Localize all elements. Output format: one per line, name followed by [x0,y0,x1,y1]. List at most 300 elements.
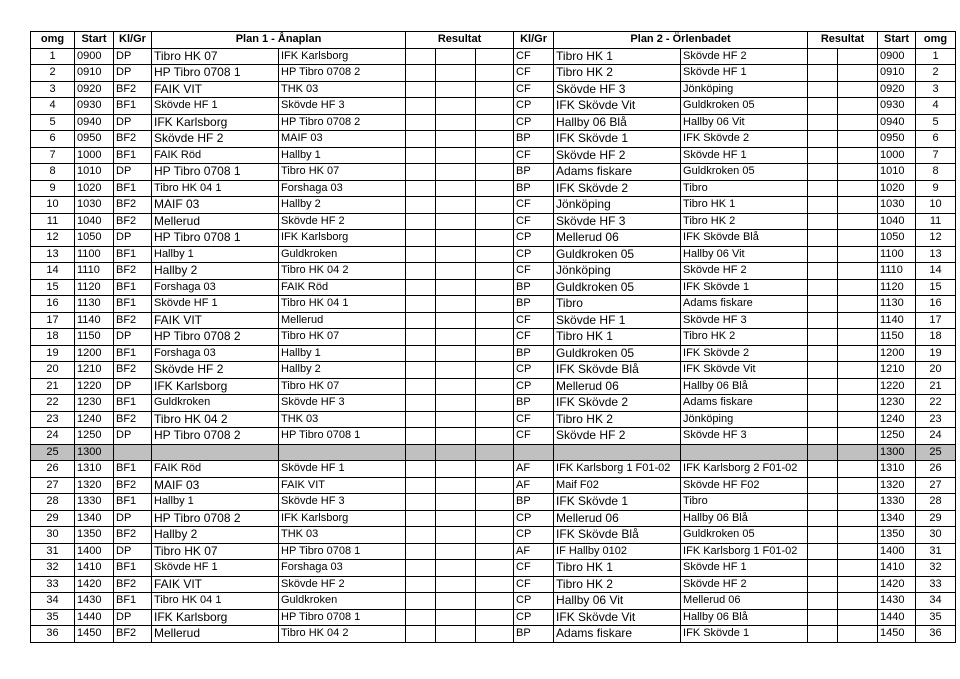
cell-away-2: Tibro HK 1 [681,197,808,214]
cell-home-2: Jönköping [554,197,681,214]
cell-start-2: 1250 [878,428,916,445]
cell-home-1: FAIK VIT [152,576,279,593]
cell-omg-2: 4 [916,98,956,115]
table-row [31,197,956,214]
cell-result-1a [406,378,436,395]
cell-start-2: 1310 [878,461,916,478]
cell-start: 0920 [75,81,114,98]
cell-home-2: Guldkroken 05 [554,345,681,362]
cell-class-2: CP [514,230,554,247]
cell-result-2b [838,48,878,65]
cell-class-1: DP [114,609,152,626]
cell-start-2: 1350 [878,527,916,544]
cell-start: 1450 [75,626,114,643]
cell-home-2: Adams fiskare [554,626,681,643]
table-row [31,345,956,362]
cell-result-1c [476,197,514,214]
cell-class-1: BF1 [114,180,152,197]
cell-omg-2: 6 [916,131,956,148]
cell-result-1b [436,48,476,65]
cell-away-1: HP Tibro 0708 1 [279,543,406,560]
cell-result-1c [476,279,514,296]
cell-result-1b [436,560,476,577]
cell-class-2: CF [514,576,554,593]
cell-home-2: Tibro HK 2 [554,65,681,82]
cell-omg: 5 [31,114,75,131]
cell-omg: 13 [31,246,75,263]
cell-result-2a [808,560,838,577]
cell-result-2a [808,378,838,395]
cell-result-1c [476,65,514,82]
cell-start: 1350 [75,527,114,544]
cell-home-2: Tibro HK 1 [554,329,681,346]
cell-result-1a [406,543,436,560]
cell-home-2: IFK Skövde 1 [554,494,681,511]
cell-class-1: BF1 [114,147,152,164]
cell-away-2: IFK Skövde 2 [681,131,808,148]
cell-start: 1020 [75,180,114,197]
header-plan-1: Plan 1 - Ånaplan [152,32,406,49]
cell-start-2: 1030 [878,197,916,214]
cell-start: 1340 [75,510,114,527]
cell-class-1: BF2 [114,362,152,379]
table-row [31,164,956,181]
cell-away-2: Skövde HF 2 [681,576,808,593]
cell-home-1: Skövde HF 1 [152,98,279,115]
cell-class-1: BF1 [114,395,152,412]
cell-class-2: CP [514,98,554,115]
cell-start: 1330 [75,494,114,511]
cell-result-1a [406,81,436,98]
cell-result-1c [476,543,514,560]
cell-home-2: Skövde HF 1 [554,312,681,329]
cell-home-2: Mellerud 06 [554,230,681,247]
cell-start: 0910 [75,65,114,82]
cell-away-1: Hallby 2 [279,197,406,214]
cell-away-1: Mellerud [279,312,406,329]
cell-result-1c [476,329,514,346]
cell-start: 1250 [75,428,114,445]
cell-result-1c [476,461,514,478]
cell-result-2b [838,510,878,527]
cell-omg-2: 22 [916,395,956,412]
cell-start: 1050 [75,230,114,247]
cell-start: 1230 [75,395,114,412]
cell-start-2: 1230 [878,395,916,412]
cell-away-2: Hallby 06 Blå [681,378,808,395]
cell-class-2: CF [514,65,554,82]
cell-away-1: Skövde HF 2 [279,213,406,230]
cell-class-2: AF [514,543,554,560]
cell-result-1b [436,65,476,82]
cell-result-1a [406,48,436,65]
cell-away-1: Tibro HK 07 [279,164,406,181]
cell-result-1b [436,444,476,461]
cell-away-1: Hallby 1 [279,147,406,164]
cell-result-2b [838,428,878,445]
cell-home-2: Hallby 06 Vit [554,593,681,610]
cell-home-1: Hallby 2 [152,263,279,280]
cell-away-1: IFK Karlsborg [279,510,406,527]
cell-away-1: Skövde HF 3 [279,98,406,115]
cell-class-1: DP [114,164,152,181]
cell-home-1: FAIK Röd [152,147,279,164]
cell-class-1: BF2 [114,312,152,329]
cell-start: 1310 [75,461,114,478]
cell-start-2: 1140 [878,312,916,329]
cell-away-2: Tibro HK 2 [681,213,808,230]
header-result-1: Resultat [406,32,514,49]
cell-away-1: IFK Karlsborg [279,230,406,247]
cell-class-1: DP [114,48,152,65]
cell-away-1: THK 03 [279,411,406,428]
cell-away-1: Hallby 1 [279,345,406,362]
cell-result-2a [808,494,838,511]
cell-omg-2: 27 [916,477,956,494]
cell-result-1b [436,180,476,197]
cell-class-2: CF [514,428,554,445]
table-row [31,296,956,313]
cell-omg: 16 [31,296,75,313]
cell-away-1 [279,444,406,461]
cell-result-2a [808,626,838,643]
cell-home-1 [152,444,279,461]
cell-result-2b [838,461,878,478]
cell-away-1: HP Tibro 0708 1 [279,609,406,626]
cell-result-1a [406,246,436,263]
cell-result-1a [406,279,436,296]
cell-away-1: FAIK Röd [279,279,406,296]
cell-result-1a [406,114,436,131]
cell-class-2: CF [514,197,554,214]
cell-home-2: Guldkroken 05 [554,279,681,296]
cell-home-1: Tibro HK 07 [152,543,279,560]
cell-class-2: AF [514,461,554,478]
cell-omg: 6 [31,131,75,148]
cell-start: 0950 [75,131,114,148]
cell-result-1c [476,81,514,98]
cell-result-1a [406,329,436,346]
cell-class-1: DP [114,230,152,247]
table-row [31,48,956,65]
cell-result-2b [838,362,878,379]
cell-away-1: HP Tibro 0708 2 [279,65,406,82]
cell-omg-2: 17 [916,312,956,329]
cell-result-1c [476,576,514,593]
cell-start: 0940 [75,114,114,131]
cell-home-2: Mellerud 06 [554,378,681,395]
cell-start-2: 0910 [878,65,916,82]
cell-result-2b [838,411,878,428]
cell-omg-2: 34 [916,593,956,610]
cell-home-2: Adams fiskare [554,164,681,181]
cell-class-2: CP [514,510,554,527]
cell-class-1: DP [114,543,152,560]
cell-omg: 14 [31,263,75,280]
cell-away-1: HP Tibro 0708 1 [279,428,406,445]
cell-start: 1110 [75,263,114,280]
cell-away-1: MAIF 03 [279,131,406,148]
cell-away-1: Skövde HF 3 [279,494,406,511]
cell-result-1a [406,576,436,593]
cell-result-2a [808,131,838,148]
cell-result-1b [436,362,476,379]
cell-result-2a [808,279,838,296]
cell-class-2: CF [514,411,554,428]
cell-result-1a [406,510,436,527]
cell-away-2: Tibro HK 2 [681,329,808,346]
cell-omg: 34 [31,593,75,610]
cell-result-1c [476,527,514,544]
cell-result-1c [476,213,514,230]
cell-omg: 25 [31,444,75,461]
cell-away-2: Skövde HF 3 [681,312,808,329]
cell-omg-2: 10 [916,197,956,214]
cell-class-1: DP [114,510,152,527]
cell-omg: 28 [31,494,75,511]
cell-class-2: CF [514,147,554,164]
cell-class-2: BP [514,345,554,362]
cell-home-2: Tibro HK 2 [554,411,681,428]
header-omg: omg [31,32,75,49]
cell-home-2: IFK Skövde Vit [554,609,681,626]
cell-result-1c [476,428,514,445]
cell-omg-2: 1 [916,48,956,65]
cell-omg: 26 [31,461,75,478]
cell-result-1a [406,626,436,643]
cell-result-2b [838,65,878,82]
cell-result-2a [808,48,838,65]
cell-home-1: MAIF 03 [152,197,279,214]
cell-result-2a [808,180,838,197]
cell-omg-2: 28 [916,494,956,511]
cell-home-1: HP Tibro 0708 1 [152,65,279,82]
cell-start-2: 1220 [878,378,916,395]
cell-result-2a [808,98,838,115]
cell-omg-2: 5 [916,114,956,131]
cell-omg: 36 [31,626,75,643]
cell-home-2: Skövde HF 3 [554,213,681,230]
cell-result-2a [808,213,838,230]
cell-home-1: Forshaga 03 [152,345,279,362]
cell-start-2: 0930 [878,98,916,115]
cell-away-2: Adams fiskare [681,296,808,313]
cell-result-2b [838,560,878,577]
cell-away-1: Forshaga 03 [279,180,406,197]
cell-home-2: IFK Skövde 1 [554,131,681,148]
cell-result-1c [476,593,514,610]
cell-away-1: Skövde HF 1 [279,461,406,478]
cell-home-2: IFK Skövde Blå [554,527,681,544]
cell-away-2: Guldkroken 05 [681,164,808,181]
cell-result-2a [808,395,838,412]
table-row [31,329,956,346]
cell-home-1: FAIK VIT [152,81,279,98]
cell-result-2a [808,65,838,82]
cell-result-2b [838,395,878,412]
cell-omg: 32 [31,560,75,577]
table-row [31,626,956,643]
cell-result-2a [808,593,838,610]
cell-class-1: BF2 [114,626,152,643]
cell-omg: 22 [31,395,75,412]
cell-result-1a [406,180,436,197]
cell-result-1c [476,263,514,280]
cell-home-1: Hallby 2 [152,527,279,544]
cell-start-2: 1010 [878,164,916,181]
cell-omg-2: 2 [916,65,956,82]
cell-omg-2: 21 [916,378,956,395]
cell-result-2a [808,329,838,346]
cell-start-2: 1340 [878,510,916,527]
cell-result-2a [808,81,838,98]
table-row [31,428,956,445]
table-row [31,576,956,593]
cell-omg: 33 [31,576,75,593]
cell-start-2: 1410 [878,560,916,577]
cell-result-1b [436,164,476,181]
cell-result-2a [808,197,838,214]
cell-home-1: Hallby 1 [152,494,279,511]
table-row [31,114,956,131]
cell-omg-2: 33 [916,576,956,593]
cell-omg: 30 [31,527,75,544]
cell-start: 1440 [75,609,114,626]
cell-omg: 4 [31,98,75,115]
cell-start: 1240 [75,411,114,428]
cell-omg: 31 [31,543,75,560]
cell-result-1a [406,147,436,164]
cell-home-1: Tibro HK 07 [152,48,279,65]
cell-result-1b [436,395,476,412]
header-result-2: Resultat [808,32,878,49]
cell-start: 1140 [75,312,114,329]
cell-class-2: CF [514,81,554,98]
cell-result-1c [476,98,514,115]
cell-home-2: Jönköping [554,263,681,280]
cell-class-2: CF [514,263,554,280]
cell-result-1a [406,527,436,544]
cell-home-2: IF Hallby 0102 [554,543,681,560]
cell-result-2b [838,213,878,230]
cell-start-2: 1430 [878,593,916,610]
cell-result-1a [406,65,436,82]
cell-away-2: Guldkroken 05 [681,98,808,115]
cell-omg: 11 [31,213,75,230]
cell-result-1c [476,230,514,247]
cell-omg-2: 8 [916,164,956,181]
cell-result-1b [436,312,476,329]
table-row [31,81,956,98]
cell-class-1: BF1 [114,246,152,263]
cell-away-2: Tibro [681,494,808,511]
cell-result-1a [406,362,436,379]
cell-away-2: Hallby 06 Vit [681,114,808,131]
cell-class-2: BP [514,279,554,296]
cell-omg: 27 [31,477,75,494]
cell-result-1b [436,246,476,263]
cell-start: 1100 [75,246,114,263]
cell-result-2a [808,444,838,461]
cell-result-1a [406,213,436,230]
cell-away-1: THK 03 [279,81,406,98]
cell-result-1c [476,378,514,395]
cell-home-1: Forshaga 03 [152,279,279,296]
cell-result-2b [838,444,878,461]
cell-start-2: 1150 [878,329,916,346]
cell-omg-2: 36 [916,626,956,643]
header-class-2: Kl/Gr [514,32,554,49]
cell-away-1: FAIK VIT [279,477,406,494]
cell-home-1: FAIK VIT [152,312,279,329]
cell-start-2: 0950 [878,131,916,148]
cell-class-1: BF2 [114,263,152,280]
cell-away-2: Guldkroken 05 [681,527,808,544]
cell-class-1: BF2 [114,527,152,544]
cell-omg: 12 [31,230,75,247]
cell-result-1c [476,345,514,362]
cell-result-2a [808,263,838,280]
cell-start: 1410 [75,560,114,577]
cell-home-1: IFK Karlsborg [152,609,279,626]
cell-away-2: Skövde HF 3 [681,428,808,445]
cell-result-1a [406,593,436,610]
cell-result-1b [436,411,476,428]
cell-result-2b [838,230,878,247]
cell-result-2b [838,279,878,296]
cell-result-1c [476,131,514,148]
cell-start-2: 1100 [878,246,916,263]
cell-omg-2: 15 [916,279,956,296]
cell-result-1c [476,246,514,263]
table-row [31,593,956,610]
cell-away-2 [681,444,808,461]
cell-result-1c [476,510,514,527]
cell-omg-2: 29 [916,510,956,527]
cell-omg: 29 [31,510,75,527]
cell-home-2: IFK Skövde Vit [554,98,681,115]
cell-away-1: IFK Karlsborg [279,48,406,65]
cell-result-1b [436,510,476,527]
cell-result-1c [476,626,514,643]
cell-class-2: BP [514,296,554,313]
cell-start-2: 1120 [878,279,916,296]
cell-home-1: HP Tibro 0708 1 [152,230,279,247]
header-start-2: Start [878,32,916,49]
cell-start-2: 1300 [878,444,916,461]
cell-result-1a [406,131,436,148]
cell-class-2: CF [514,329,554,346]
cell-class-1: BF2 [114,477,152,494]
cell-omg-2: 32 [916,560,956,577]
cell-start-2: 1110 [878,263,916,280]
cell-away-1: Tibro HK 07 [279,378,406,395]
cell-away-1: Forshaga 03 [279,560,406,577]
cell-away-2: IFK Skövde 1 [681,279,808,296]
cell-class-1: BF2 [114,81,152,98]
cell-result-2a [808,576,838,593]
cell-home-1: IFK Karlsborg [152,114,279,131]
cell-home-1: IFK Karlsborg [152,378,279,395]
table-row [31,527,956,544]
cell-result-2b [838,197,878,214]
cell-result-2b [838,329,878,346]
cell-omg-2: 23 [916,411,956,428]
cell-omg: 15 [31,279,75,296]
cell-result-1c [476,444,514,461]
cell-class-1: BF2 [114,197,152,214]
cell-class-2: CP [514,378,554,395]
